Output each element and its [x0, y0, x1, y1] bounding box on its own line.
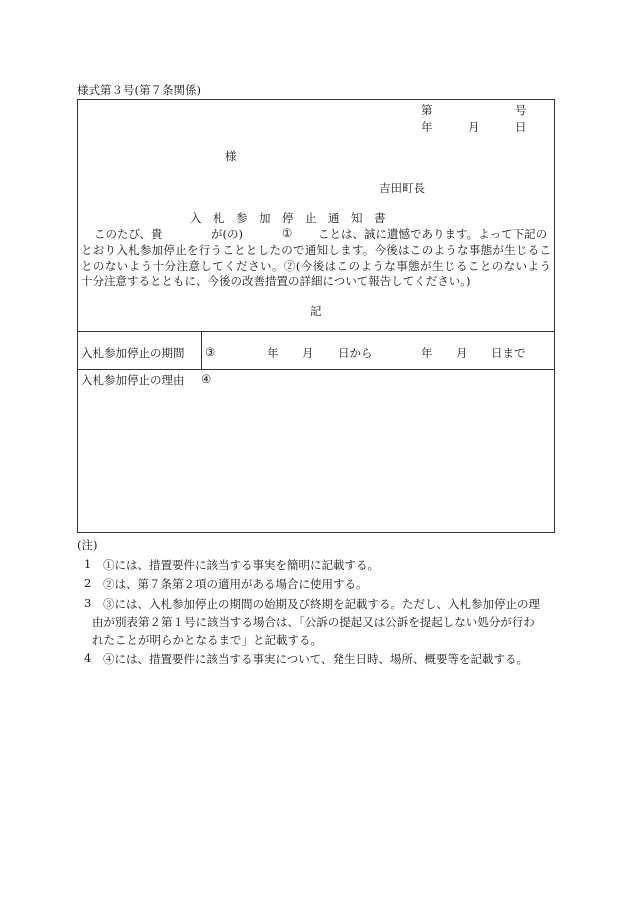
- note-text: ②は、第７条第２項の適用がある場合に使用する。: [103, 577, 368, 591]
- divider-line: [78, 369, 554, 370]
- body-line-2: とおり入札参加停止を行うこととしたので通知します。今後はこのような事態が生じるこ: [81, 243, 551, 257]
- period-to-day: 日まで: [491, 346, 526, 360]
- divider-line: [78, 331, 554, 332]
- date-year-label: 年: [421, 120, 433, 134]
- period-to-year: 年: [421, 346, 433, 360]
- form-number-label: 様式第３号(第７条関係): [77, 83, 201, 97]
- note-text: ③には、入札参加停止の期間の始期及び終期を記載する。ただし、入札参加停止の理: [103, 597, 540, 611]
- document-title: 入 札 参 加 停 止 通 知 書: [190, 211, 386, 225]
- document-number-suffix: 号: [515, 103, 527, 117]
- note-number: 2: [84, 576, 92, 590]
- body-line-1a: このたび、貴: [94, 227, 163, 241]
- note-number: 1: [84, 557, 92, 571]
- note-text: ①には、措置要件に該当する事実を簡明に記載する。: [103, 558, 379, 572]
- body-line-1c: ことは、誠に遺憾であります。よって下記の: [318, 227, 548, 241]
- circle-1-marker: ①: [282, 226, 293, 240]
- period-from-day: 日から: [338, 346, 373, 360]
- body-line-4: 十分注意するとともに、今後の改善措置の詳細について報告してください。): [81, 274, 471, 288]
- period-to-month: 月: [456, 346, 468, 360]
- body-line-3: とのないよう十分注意してください。②(今後はこのような事態が生じることのないよう: [81, 259, 551, 273]
- circle-3-marker: ③: [205, 345, 216, 359]
- note-number: 3: [84, 596, 92, 610]
- issuer-name: 吉田町長: [379, 181, 425, 195]
- body-line-1b: が(の): [211, 227, 243, 241]
- notes-heading: (注): [77, 538, 98, 552]
- period-label: 入札参加停止の期間: [81, 346, 185, 360]
- date-month-label: 月: [468, 120, 480, 134]
- period-from-year: 年: [267, 346, 279, 360]
- note-number: 4: [84, 651, 92, 665]
- reason-label: 入札参加停止の理由: [81, 373, 185, 387]
- note-text: ④には、措置要件に該当する事実について、発生日時、場所、概要等を記載する。: [103, 652, 529, 666]
- ki-heading: 記: [310, 304, 322, 318]
- column-divider: [201, 331, 202, 369]
- document-number-prefix: 第: [421, 103, 433, 117]
- period-from-month: 月: [302, 346, 314, 360]
- circle-4-marker: ④: [201, 372, 212, 386]
- date-day-label: 日: [515, 120, 527, 134]
- note-text: れたことが明らかとなるまで」と記載する。: [92, 633, 322, 647]
- addressee-honorific: 様: [225, 149, 237, 163]
- note-text: 由が別表第２第１号に該当する場合は、「公訴の提起又は公訴を提起しない処分が行わ: [92, 615, 535, 629]
